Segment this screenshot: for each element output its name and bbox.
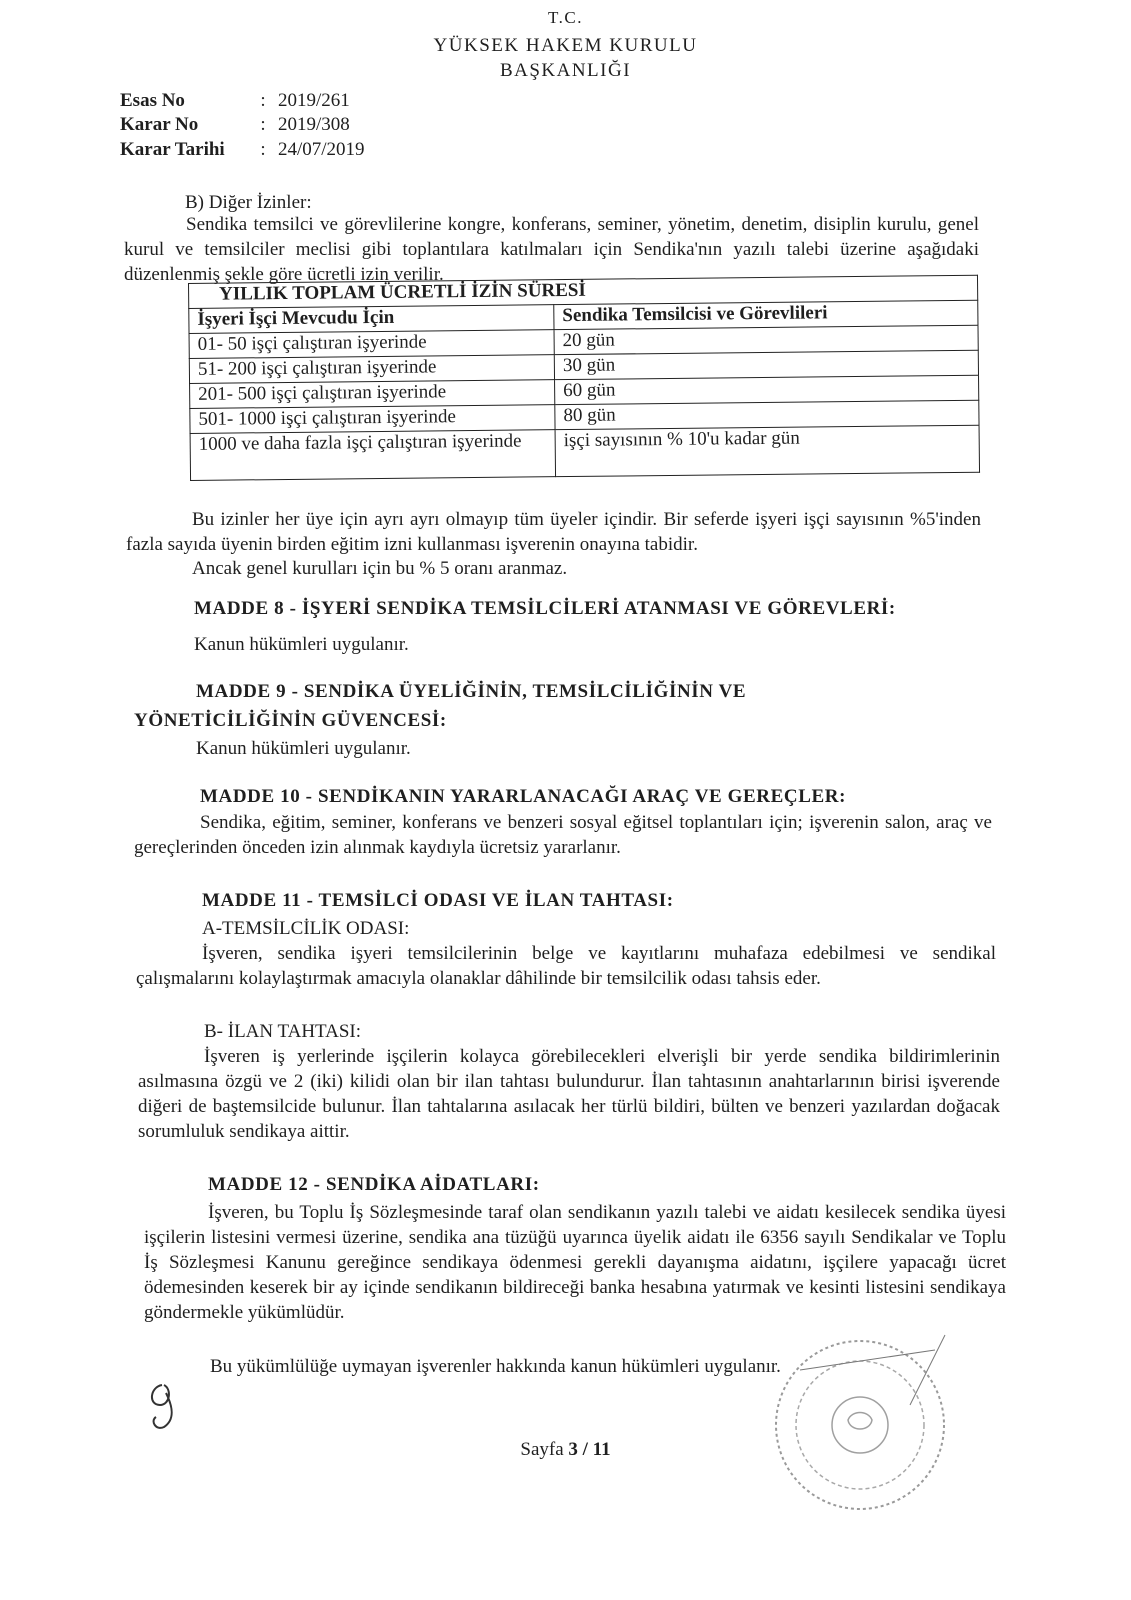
section-b-after2: Ancak genel kurulları için bu % 5 oranı aranmaz. xyxy=(192,558,568,579)
header-institution: YÜKSEK HAKEM KURULU xyxy=(433,35,698,56)
madde8-body: Kanun hükümleri uygulanır. xyxy=(194,634,409,655)
table-title: YILLIK TOPLAM ÜCRETLİ İZİN SÜRESİ xyxy=(189,275,978,308)
table-cell: 20 gün xyxy=(554,325,978,354)
table-cell: 51- 200 işçi çalıştıran işyerinde xyxy=(189,355,554,384)
section-b-title: B) Diğer İzinler: xyxy=(185,192,312,213)
madde12-heading: MADDE 12 - SENDİKA AİDATLARI: xyxy=(208,1174,540,1195)
section-b-intro: Sendika temsilci ve görevlilerine kongre, konferans, seminer, yönetim, denetim, disiplin kurulu, genel kurul ve temsilciler meclisi gibi toplantılara katılmaları için Sendika'nın yazılı talebi üzerine aşağıdaki düzenlenmiş şekle göre ücretli izin verilir. xyxy=(124,214,979,285)
meta-key: Karar No xyxy=(120,114,199,135)
table-header-workplace: İşyeri İşçi Mevcudu İçin xyxy=(189,305,554,334)
madde10-body: Sendika, eğitim, seminer, konferans ve benzeri sosyal eğitsel toplantıları için; işverenin salon, araç ve gereçlerinden önceden izin alınmak kaydıyla ücretsiz yararlanır. xyxy=(134,812,992,858)
header-tc: T.C. xyxy=(548,8,583,27)
paid-leave-table xyxy=(188,275,980,481)
meta-esas-no: Esas No : 2019/261 xyxy=(120,90,350,111)
madde11-sub-a: A-TEMSİLCİLİK ODASI: xyxy=(202,918,410,939)
madde9-heading-cont: YÖNETİCİLİĞİNİN GÜVENCESİ: xyxy=(134,710,447,731)
section-b-after1: Bu izinler her üye için ayrı ayrı olmayıp tüm üyeler içindir. Bir seferde işyeri işçi sayısının %5'inden fazla sayıda üyenin birden eğitim izni kullanması işverenin onayına tabidir. xyxy=(126,509,981,555)
madde11-heading: MADDE 11 - TEMSİLCİ ODASI VE İLAN TAHTASI: xyxy=(202,890,674,911)
meta-value: 2019/308 xyxy=(278,114,350,135)
table-cell: 1000 ve daha fazla işçi çalıştıran işyerinde xyxy=(190,430,555,481)
madde11-body-a: İşveren, sendika işyeri temsilcilerinin belge ve kayıtlarını muhafaza edebilmesi ve sendikal çalışmalarını kolaylaştırmak amacıyla olanaklar dâhilinde bir temsilcilik odası tahsis eder. xyxy=(136,943,996,989)
official-stamp xyxy=(760,1330,960,1520)
table-cell: 01- 50 işçi çalıştıran işyerinde xyxy=(189,330,554,359)
table-cell: 201- 500 işçi çalıştıran işyerinde xyxy=(190,380,555,409)
table-row xyxy=(190,425,979,480)
madde11-sub-b: B- İLAN TAHTASI: xyxy=(204,1021,362,1042)
table-cell: 30 gün xyxy=(554,350,978,379)
madde12-body: İşveren, bu Toplu İş Sözleşmesinde taraf olan sendikanın yazılı talebi ve aidatı kesilecek sendika üyesi işçilerin listesini vermesi üzerine, sendika ana tüzüğü uyarınca üyelik aidatı ile 6356 sayılı Sendikalar ve Toplu İş Sözleşmesi Kanunu gereğince sendikaya ödenmesi gerekli dayanışma aidatını, işçilere yapacağı ücret ödemesinden keserek bir ay içinde sendikanın bildireceği banka hesabına yatırmak ve kesinti listesini sendikaya göndermekle yükümlüdür. xyxy=(144,1202,1006,1323)
table-cell: 60 gün xyxy=(555,375,979,404)
page-label: Sayfa xyxy=(520,1439,564,1460)
handwritten-initial xyxy=(142,1375,192,1435)
header-office: BAŞKANLIĞI xyxy=(499,60,632,81)
madde9-heading: MADDE 9 - SENDİKA ÜYELİĞİNİN, TEMSİLCİLİĞİNİN VE xyxy=(196,681,747,702)
table-header-representative: Sendika Temsilcisi ve Görevlileri xyxy=(554,300,978,329)
meta-value: 24/07/2019 xyxy=(278,139,365,160)
meta-key: Karar Tarihi xyxy=(120,139,225,160)
madde11-body-b: İşveren iş yerlerinde işçilerin kolayca görebilecekleri elverişli bir yerde sendika bildirimlerinin asılmasına özgü ve 2 (iki) kilidi olan bir ilan tahtası bulundurur. İlan tahtasının anahtarlarının birisi işverende diğeri de baştemsilcide bulunur. İlan tahtalarına asılacak her türlü bildiri, bülten ve benzeri yazılardan doğacak sorumluluk sendikaya aittir. xyxy=(138,1046,1000,1142)
meta-key: Esas No xyxy=(120,90,185,111)
madde10-heading: MADDE 10 - SENDİKANIN YARARLANACAĞI ARAÇ VE GEREÇLER: xyxy=(200,786,847,807)
table-cell: işçi sayısının % 10'u kadar gün xyxy=(555,425,979,476)
meta-karar-tarihi: Karar Tarihi : 24/07/2019 xyxy=(120,139,365,160)
madde9-body: Kanun hükümleri uygulanır. xyxy=(196,738,411,759)
table-cell: 501- 1000 işçi çalıştıran işyerinde xyxy=(190,405,555,434)
page-value: 3 / 11 xyxy=(568,1439,611,1460)
page-number xyxy=(0,1439,1131,1461)
madde8-heading: MADDE 8 - İŞYERİ SENDİKA TEMSİLCİLERİ ATANMASI VE GÖREVLERİ: xyxy=(194,598,896,619)
table-cell: 80 gün xyxy=(555,400,979,429)
meta-value: 2019/261 xyxy=(278,90,350,111)
meta-karar-no: Karar No : 2019/308 xyxy=(120,114,350,135)
madde12-body2: Bu yükümlülüğe uymayan işverenler hakkında kanun hükümleri uygulanır. xyxy=(210,1356,781,1377)
